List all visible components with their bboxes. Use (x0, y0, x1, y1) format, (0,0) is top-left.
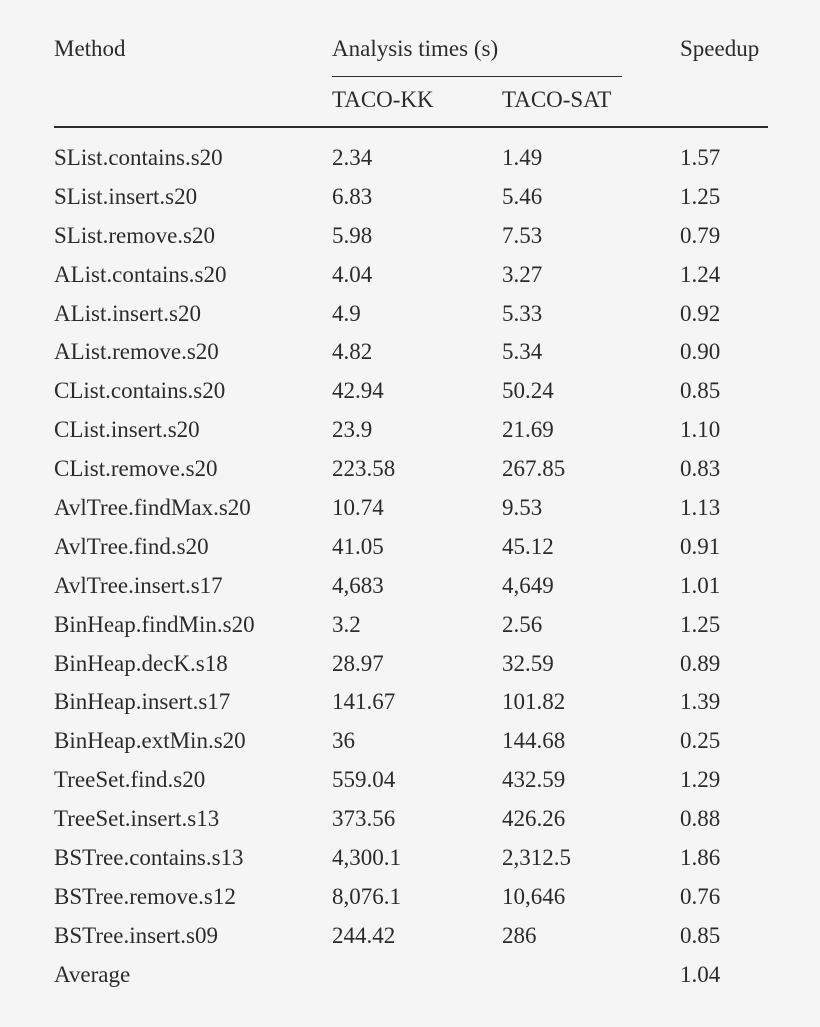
table-row (54, 454, 768, 493)
speedup-cell: 1.13 (680, 495, 721, 521)
speedup-cell: 1.01 (680, 572, 721, 598)
table-row (54, 532, 768, 571)
taco-sat-cell: 7.53 (502, 222, 543, 248)
speedup-cell: 1.25 (680, 183, 721, 209)
table-row (54, 610, 768, 649)
method-cell: TreeSet.insert.s13 (54, 806, 220, 832)
taco-kk-cell: 4,683 (332, 572, 384, 598)
method-cell: SList.remove.s20 (54, 222, 215, 248)
taco-kk-cell: 6.83 (332, 183, 373, 209)
speedup-cell: 1.04 (680, 961, 721, 987)
method-cell: AList.contains.s20 (54, 261, 227, 287)
taco-kk-cell: 5.98 (332, 222, 373, 248)
method-cell: CList.remove.s20 (54, 456, 218, 482)
taco-sat-cell: 432.59 (502, 767, 566, 793)
taco-sat-cell: 3.27 (502, 261, 543, 287)
taco-kk-cell: 244.42 (332, 922, 396, 948)
taco-sat-cell: 4,649 (502, 572, 554, 598)
method-cell: TreeSet.find.s20 (54, 767, 206, 793)
taco-kk-cell: 4.04 (332, 261, 373, 287)
speedup-cell: 1.39 (680, 689, 721, 715)
taco-kk-cell: 10.74 (332, 495, 384, 521)
taco-kk-cell: 41.05 (332, 533, 384, 559)
table-row (54, 376, 768, 415)
taco-kk-cell: 36 (332, 728, 355, 754)
method-cell: SList.insert.s20 (54, 183, 198, 209)
speedup-cell: 1.10 (680, 417, 721, 443)
taco-kk-cell: 3.2 (332, 611, 361, 637)
taco-kk-cell: 42.94 (332, 378, 384, 404)
table-row (54, 804, 768, 843)
speedup-cell: 1.86 (680, 845, 721, 871)
taco-sat-cell: 45.12 (502, 533, 554, 559)
table-row (54, 571, 768, 610)
table-body (54, 143, 768, 999)
taco-kk-cell: 141.67 (332, 689, 396, 715)
table-row (54, 221, 768, 260)
speedup-cell: 1.25 (680, 611, 721, 637)
speedup-cell: 1.57 (680, 145, 721, 170)
taco-kk-cell: 4.9 (332, 300, 361, 326)
method-cell: BSTree.insert.s09 (54, 922, 218, 948)
header-row-sub (54, 87, 768, 117)
header-taco-kk: TACO-KK (332, 87, 434, 112)
taco-kk-cell: 2.34 (332, 145, 373, 170)
group-header-rule (332, 76, 622, 77)
method-cell: SList.contains.s20 (54, 145, 223, 170)
table-row (54, 726, 768, 765)
table-row (54, 337, 768, 376)
taco-sat-cell: 286 (502, 922, 537, 948)
taco-kk-cell: 373.56 (332, 806, 396, 832)
speedup-cell: 0.88 (680, 806, 721, 832)
method-cell: Average (54, 961, 131, 987)
table-row (54, 182, 768, 221)
taco-kk-cell: 4,300.1 (332, 845, 401, 871)
taco-sat-cell: 2,312.5 (502, 845, 571, 871)
taco-sat-cell: 1.49 (502, 145, 543, 170)
taco-kk-cell: 4.82 (332, 339, 373, 365)
speedup-cell: 0.76 (680, 883, 721, 909)
taco-sat-cell: 2.56 (502, 611, 543, 637)
table-row (54, 260, 768, 299)
taco-sat-cell: 21.69 (502, 417, 554, 443)
speedup-cell: 0.83 (680, 456, 721, 482)
header-speedup: Speedup (680, 36, 760, 61)
taco-kk-cell: 559.04 (332, 767, 396, 793)
table-row (54, 882, 768, 921)
method-cell: CList.contains.s20 (54, 378, 226, 404)
taco-sat-cell: 9.53 (502, 495, 543, 521)
table-row (54, 299, 768, 338)
method-cell: BinHeap.extMin.s20 (54, 728, 246, 754)
taco-kk-cell: 23.9 (332, 417, 373, 443)
speedup-cell: 1.24 (680, 261, 721, 287)
table-row (54, 843, 768, 882)
taco-sat-cell: 50.24 (502, 378, 554, 404)
method-cell: BinHeap.findMin.s20 (54, 611, 255, 637)
speedup-cell: 0.85 (680, 378, 721, 404)
table-row (54, 493, 768, 532)
table-row (54, 921, 768, 960)
header-row-top (54, 36, 768, 66)
method-cell: AList.remove.s20 (54, 339, 219, 365)
table-row (54, 687, 768, 726)
header-analysis-times: Analysis times (s) (332, 36, 499, 61)
speedup-cell: 0.90 (680, 339, 721, 365)
method-cell: BinHeap.insert.s17 (54, 689, 231, 715)
table-row (54, 765, 768, 804)
speedup-cell: 0.25 (680, 728, 721, 754)
speedup-cell: 0.89 (680, 650, 721, 676)
taco-sat-cell: 32.59 (502, 650, 554, 676)
table-row (54, 143, 768, 182)
method-cell: AvlTree.insert.s17 (54, 572, 223, 598)
table-row (54, 415, 768, 454)
method-cell: CList.insert.s20 (54, 417, 200, 443)
table-row (54, 960, 768, 999)
speedup-cell: 0.85 (680, 922, 721, 948)
method-cell: BinHeap.decK.s18 (54, 650, 228, 676)
header-taco-sat: TACO-SAT (502, 87, 612, 112)
taco-kk-cell: 28.97 (332, 650, 384, 676)
taco-sat-cell: 10,646 (502, 883, 566, 909)
method-cell: AvlTree.find.s20 (54, 533, 209, 559)
table-row (54, 649, 768, 688)
taco-sat-cell: 144.68 (502, 728, 566, 754)
header-method: Method (54, 36, 126, 61)
taco-kk-cell: 223.58 (332, 456, 396, 482)
taco-sat-cell: 426.26 (502, 806, 566, 832)
speedup-cell: 1.29 (680, 767, 721, 793)
speedup-cell: 0.92 (680, 300, 721, 326)
method-cell: AList.insert.s20 (54, 300, 201, 326)
taco-kk-cell: 8,076.1 (332, 883, 401, 909)
taco-sat-cell: 267.85 (502, 456, 566, 482)
method-cell: BSTree.contains.s13 (54, 845, 244, 871)
method-cell: BSTree.remove.s12 (54, 883, 236, 909)
taco-sat-cell: 5.34 (502, 339, 543, 365)
header-rule (54, 126, 768, 128)
taco-sat-cell: 5.46 (502, 183, 543, 209)
speedup-cell: 0.91 (680, 533, 721, 559)
method-cell: AvlTree.findMax.s20 (54, 495, 251, 521)
speedup-cell: 0.79 (680, 222, 721, 248)
taco-sat-cell: 101.82 (502, 689, 566, 715)
taco-sat-cell: 5.33 (502, 300, 543, 326)
